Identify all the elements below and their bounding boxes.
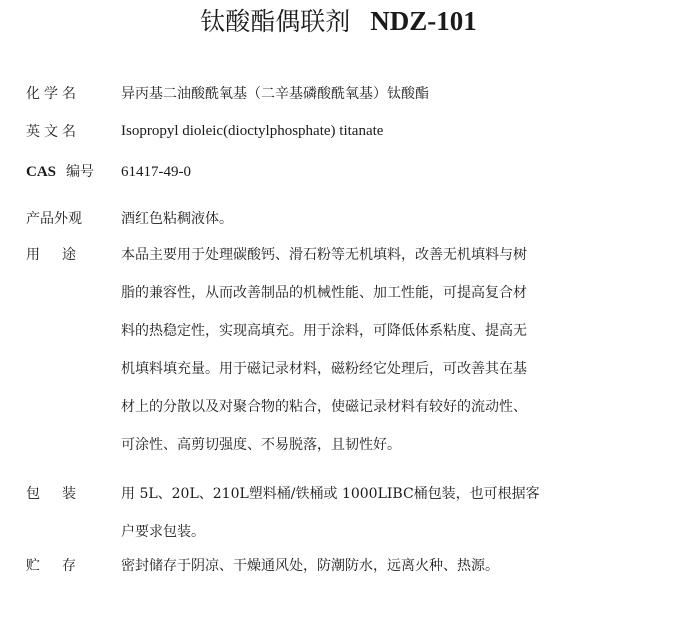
storage-label: 贮存 bbox=[26, 558, 98, 574]
usage-line: 本品主要用于处理碳酸钙、滑石粉等无机填料，改善无机填料与树 bbox=[121, 247, 527, 263]
appearance-value: 酒红色粘稠液体。 bbox=[121, 211, 233, 227]
chem-name-label: 化学名 bbox=[26, 86, 80, 102]
document-title bbox=[0, 4, 677, 39]
chem-name-value: 异丙基二油酸酰氧基（二辛基磷酸酰氧基）钛酸酯 bbox=[121, 86, 429, 102]
packaging-line: 用 5L、20L、210L塑料桶/铁桶或 1000LIBC桶包装，也可根据客 bbox=[121, 486, 540, 502]
english-name-label: 英文名 bbox=[26, 124, 80, 140]
cas-value: 61417-49-0 bbox=[121, 164, 191, 180]
cas-label-prefix: CAS bbox=[26, 164, 57, 180]
english-name-value: Isopropyl dioleic(dioctylphosphate) titanate bbox=[121, 123, 384, 139]
usage-line: 机填料填充量。用于磁记录材料，磁粉经它处理后，可改善其在基 bbox=[121, 361, 527, 377]
usage-line: 脂的兼容性，从而改善制品的机械性能、加工性能，可提高复合材 bbox=[121, 285, 527, 301]
usage-line: 可涂性、高剪切强度、不易脱落，且韧性好。 bbox=[121, 437, 401, 453]
product-name-cn: 钛酸酯偶联剂 bbox=[200, 7, 351, 36]
usage-label: 用途 bbox=[26, 247, 98, 263]
packaging-line: 户要求包装。 bbox=[121, 524, 205, 540]
packaging-value bbox=[121, 484, 591, 542]
packaging-label: 包装 bbox=[26, 486, 98, 502]
usage-line: 料的热稳定性，实现高填充。用于涂料，可降低体系粘度、提高无 bbox=[121, 323, 527, 339]
usage-value bbox=[121, 245, 591, 455]
cas-label bbox=[26, 162, 116, 182]
appearance-label: 产品外观 bbox=[26, 211, 82, 227]
product-code: NDZ-101 bbox=[370, 6, 477, 36]
cas-label-suffix: 编号 bbox=[66, 164, 95, 180]
usage-line: 材上的分散以及对聚合物的粘合，使磁记录材料有较好的流动性、 bbox=[121, 399, 527, 415]
storage-value: 密封储存于阴凉、干燥通风处，防潮防水，远离火种、热源。 bbox=[121, 558, 499, 574]
